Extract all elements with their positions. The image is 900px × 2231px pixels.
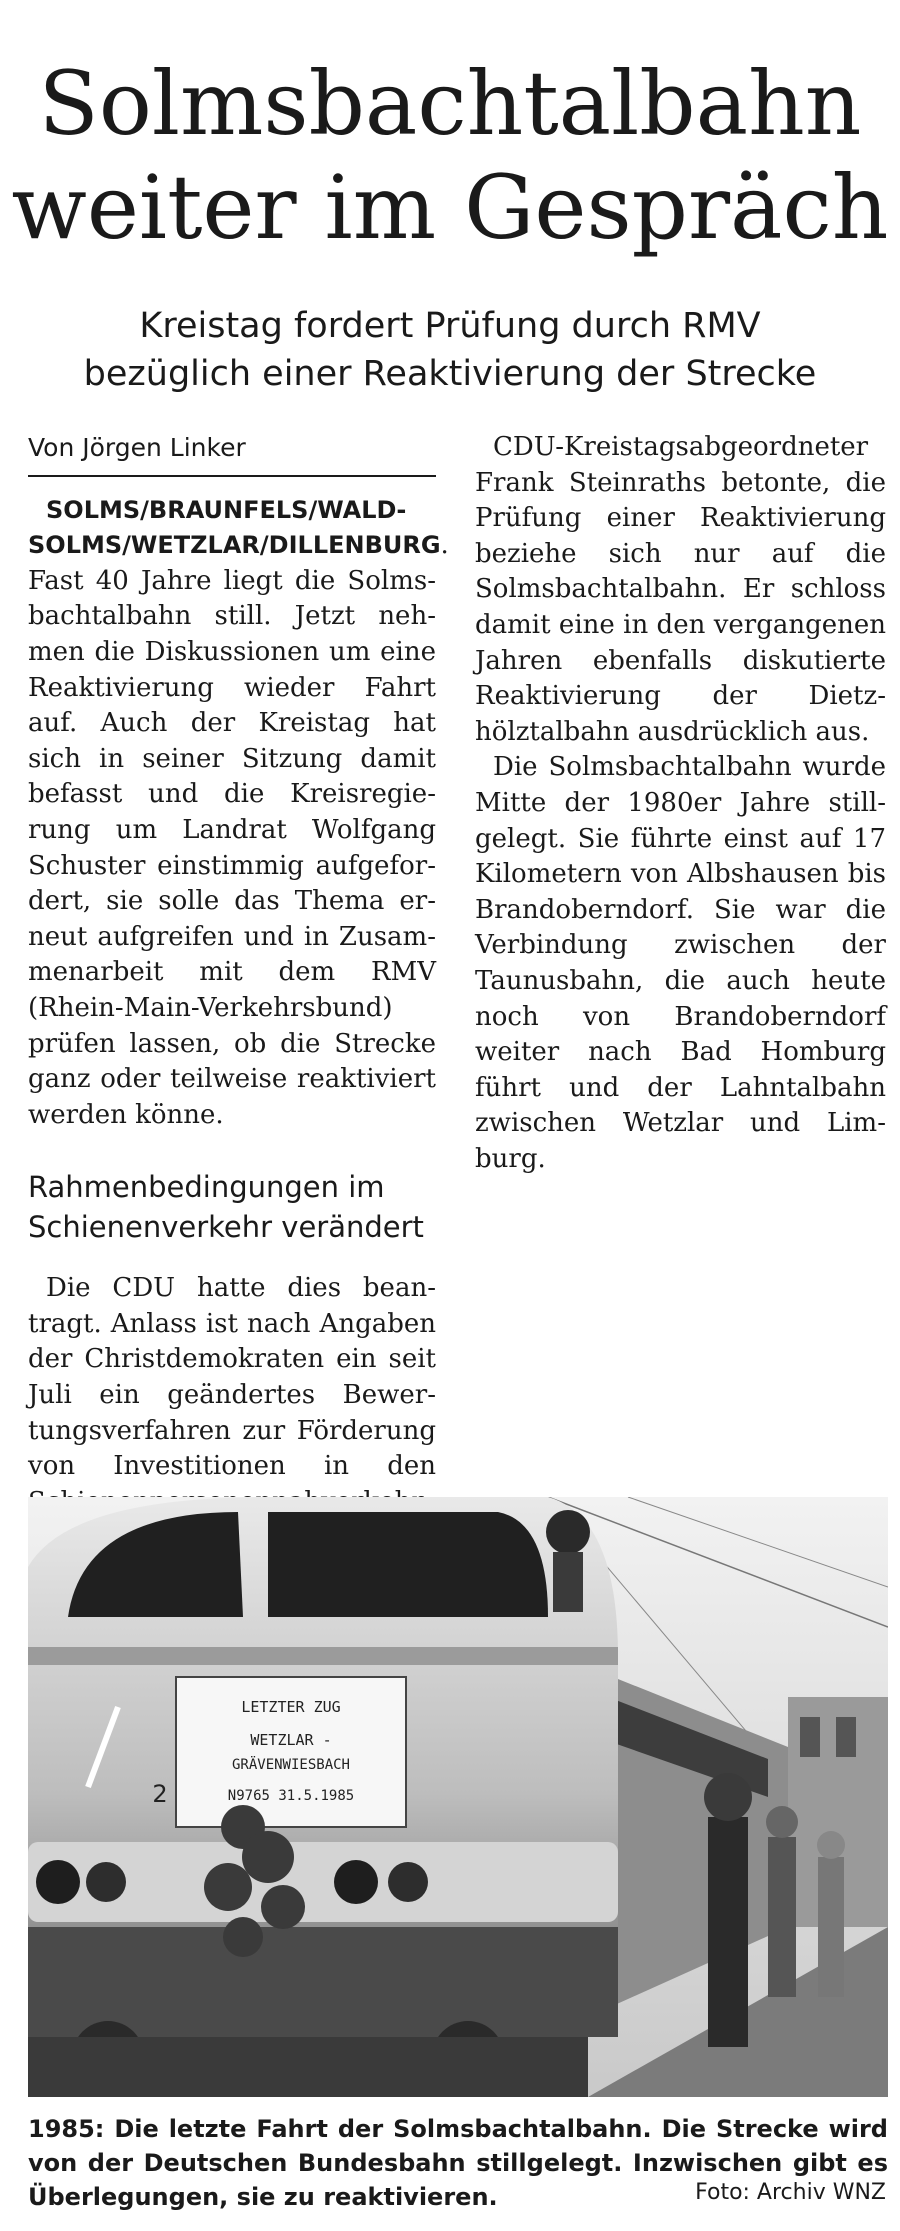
paragraph-1 [28, 493, 449, 1134]
archive-photo [28, 1497, 888, 2097]
headline-line-2: weiter im Gespräch [11, 156, 889, 259]
locomotive-illustration [28, 1497, 888, 2097]
paragraph-3: CDU-Kreistagsabgeordneter Frank Steinraths betonte, die Prüfung einer Reaktivierung beziehe sich nur auf die Solmsbachtalbahn. Er schloss damit eine in den vergangenen Jahren ebenfalls diskutierte Reaktivierung der Dietzhölztalbahn ausdrücklich aus. [475, 432, 886, 747]
column-right [475, 430, 886, 1177]
subheadline [0, 302, 900, 398]
paragraph-2: Die CDU hatte dies beantragt. Anlass ist nach Angaben der Christdemokraten ein seit Juli ein geändertes Bewertungsverfahren zur Förderung von Investitionen in den [28, 1273, 436, 1482]
photo-caption: 1985: Die letzte Fahrt der Solmsbachtalbahn. Die Strecke wird von der Deutschen Bundesbahn stillgelegt. Inzwischen gibt es Überlegungen, sie zu reaktivieren. [28, 2115, 888, 2211]
paragraph-1-text: . Fast 40 Jahre liegt die Solmsbachtalbahn still. Jetzt nehmen die Diskussionen um eine Reaktivierung wieder Fahrt auf. Auch der Kreistag hat sich in seiner Sitzung damit befasst und die Kreisregierung um Landrat Wolfgang Schuster einstimmig aufgefordert, sie solle das Thema erneut aufgreifen und in Zusammenarbeit mit dem RMV (Rhein-Main-Verkehrsbund) prüfen lassen, ob die Strecke ganz oder teilweise reaktiviert werden könne. [28, 530, 449, 1130]
sign-text-4: N9765 31.5.1985 [227, 1788, 355, 1804]
photo-credit: Foto: Archiv WNZ [695, 2180, 886, 2205]
sign-text-2: WETZLAR - [250, 1731, 332, 1749]
byline: Von Jörgen Linker [28, 430, 436, 477]
crosshead: Rahmenbedingungen im Schienenverkehr verändert [28, 1170, 424, 1245]
loco-number: 2 [152, 1780, 168, 1808]
headline-line-1: Solmsbachtalbahn [38, 52, 862, 155]
subheadline-line-2: bezüglich einer Reaktivierung der Strecke [83, 354, 817, 394]
paragraph-4: Die Solmsbachtalbahn wurde Mitte der 1980er Jahre stillgelegt. Sie führte einst auf 17 Kilometern von Albshausen bis Brandoberndorf. Sie war die Verbindung zwischen der Taunusbahn, die auch heute noch von Brandoberndorf weiter nach Bad Homburg führt und der Lahntalbahn zwischen Wetzlar und Limburg. [475, 752, 886, 1174]
sign-text-1: LETZTER ZUG [241, 1698, 341, 1716]
headline [0, 52, 900, 260]
dateline: SOLMS/BRAUNFELS/WALDSOLMS/WETZLAR/DILLENBURG [28, 495, 441, 560]
subheadline-line-1: Kreistag fordert Prüfung durch RMV [139, 306, 761, 346]
sign-text-3: GRÄVENWIESBACH [231, 1757, 351, 1773]
